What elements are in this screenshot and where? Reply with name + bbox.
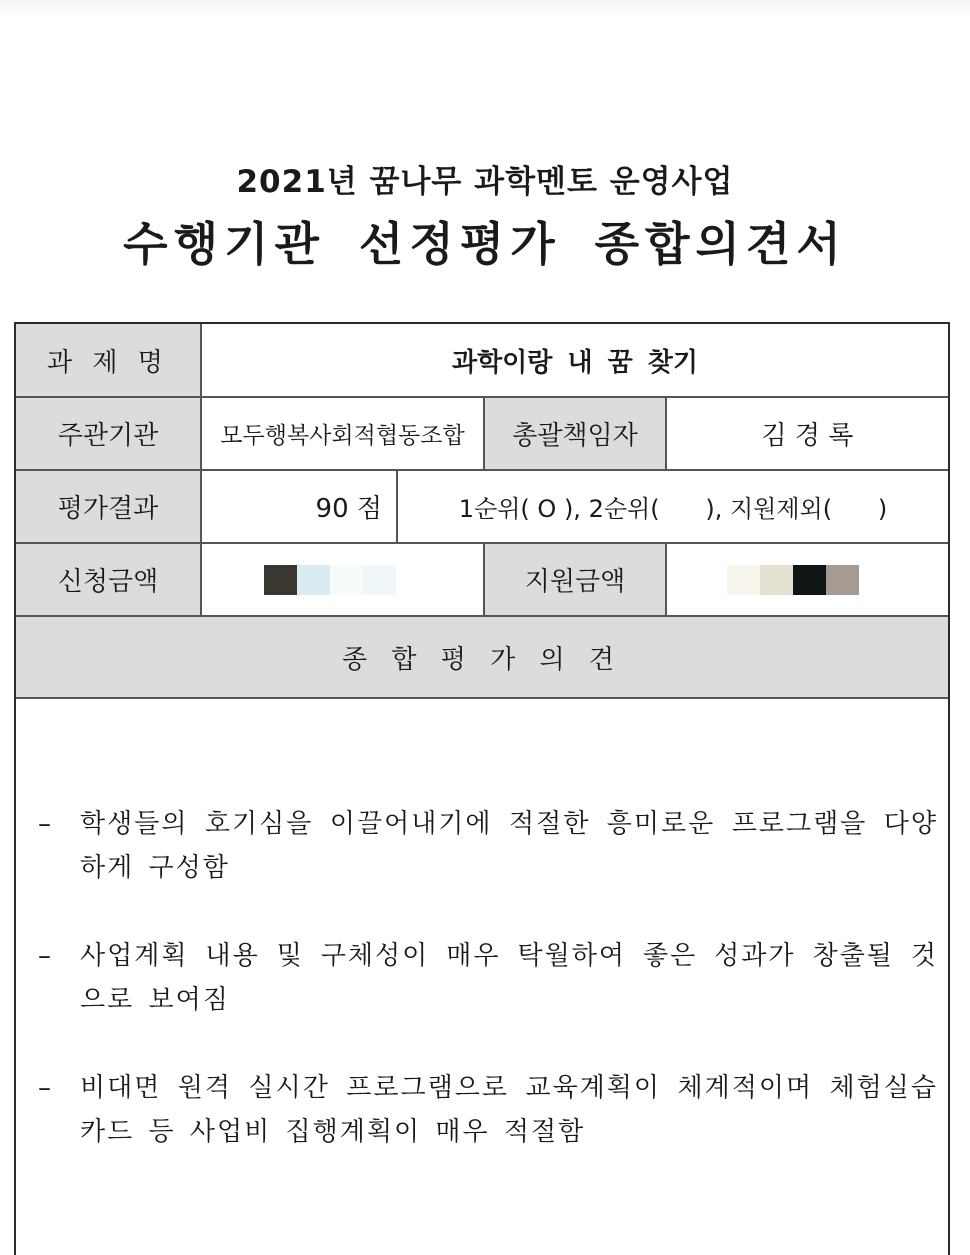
bullet-dash: – [38,1073,51,1103]
score-value: 90 점 [202,471,398,544]
opinion-text: 사업계획 내용 및 구체성이 매우 탁월하여 좋은 성과가 창출될 것으로 보여짐 [80,941,938,1015]
support-amount-value [667,544,948,617]
evaluation-form [14,322,950,1255]
redaction-block [363,565,396,595]
redacted-support-amount [727,565,859,595]
org-label: 주관기관 [16,398,202,471]
redaction-block [760,565,793,595]
opinion-text: 비대면 원격 실시간 프로그램으로 교육계획이 체계적이며 체험실습 카드 등 사업비 집행계획이 매우 적절함 [80,1073,938,1147]
manager-value: 김 경 록 [667,398,948,471]
redacted-apply-amount [264,565,396,595]
result-label: 평가결과 [16,471,202,544]
redaction-block [330,565,363,595]
opinion-header: 종 합 평 가 의 견 [16,617,948,699]
org-value: 모두행복사회적협동조합 [202,398,485,471]
redaction-block [793,565,826,595]
bullet-dash: – [38,941,51,971]
scan-top-shadow [0,0,970,20]
redaction-block [727,565,760,595]
redaction-block [297,565,330,595]
opinion-text: 학생들의 호기심을 이끌어내기에 적절한 흥미로운 프로그램을 다양하게 구성함 [80,809,938,883]
project-value: 과학이랑 내 꿈 찾기 [202,324,948,398]
redaction-block [826,565,859,595]
project-label: 과 제 명 [16,324,202,398]
apply-amount-label: 신청금액 [16,544,202,617]
opinion-item [38,1066,938,1154]
apply-amount-value [202,544,485,617]
document-title: 수행기관 선정평가 종합의견서 [123,217,847,271]
document-subtitle: 2021년 꿈나무 과학멘토 운영사업 [236,164,734,200]
redaction-block [264,565,297,595]
bullet-dash: – [38,809,51,839]
manager-label: 총괄책임자 [485,398,667,471]
rank-value: 1순위( O ), 2순위( ), 지원제외( ) [398,471,948,544]
opinion-item [38,802,938,890]
support-amount-label: 지원금액 [485,544,667,617]
opinion-item [38,934,938,1022]
